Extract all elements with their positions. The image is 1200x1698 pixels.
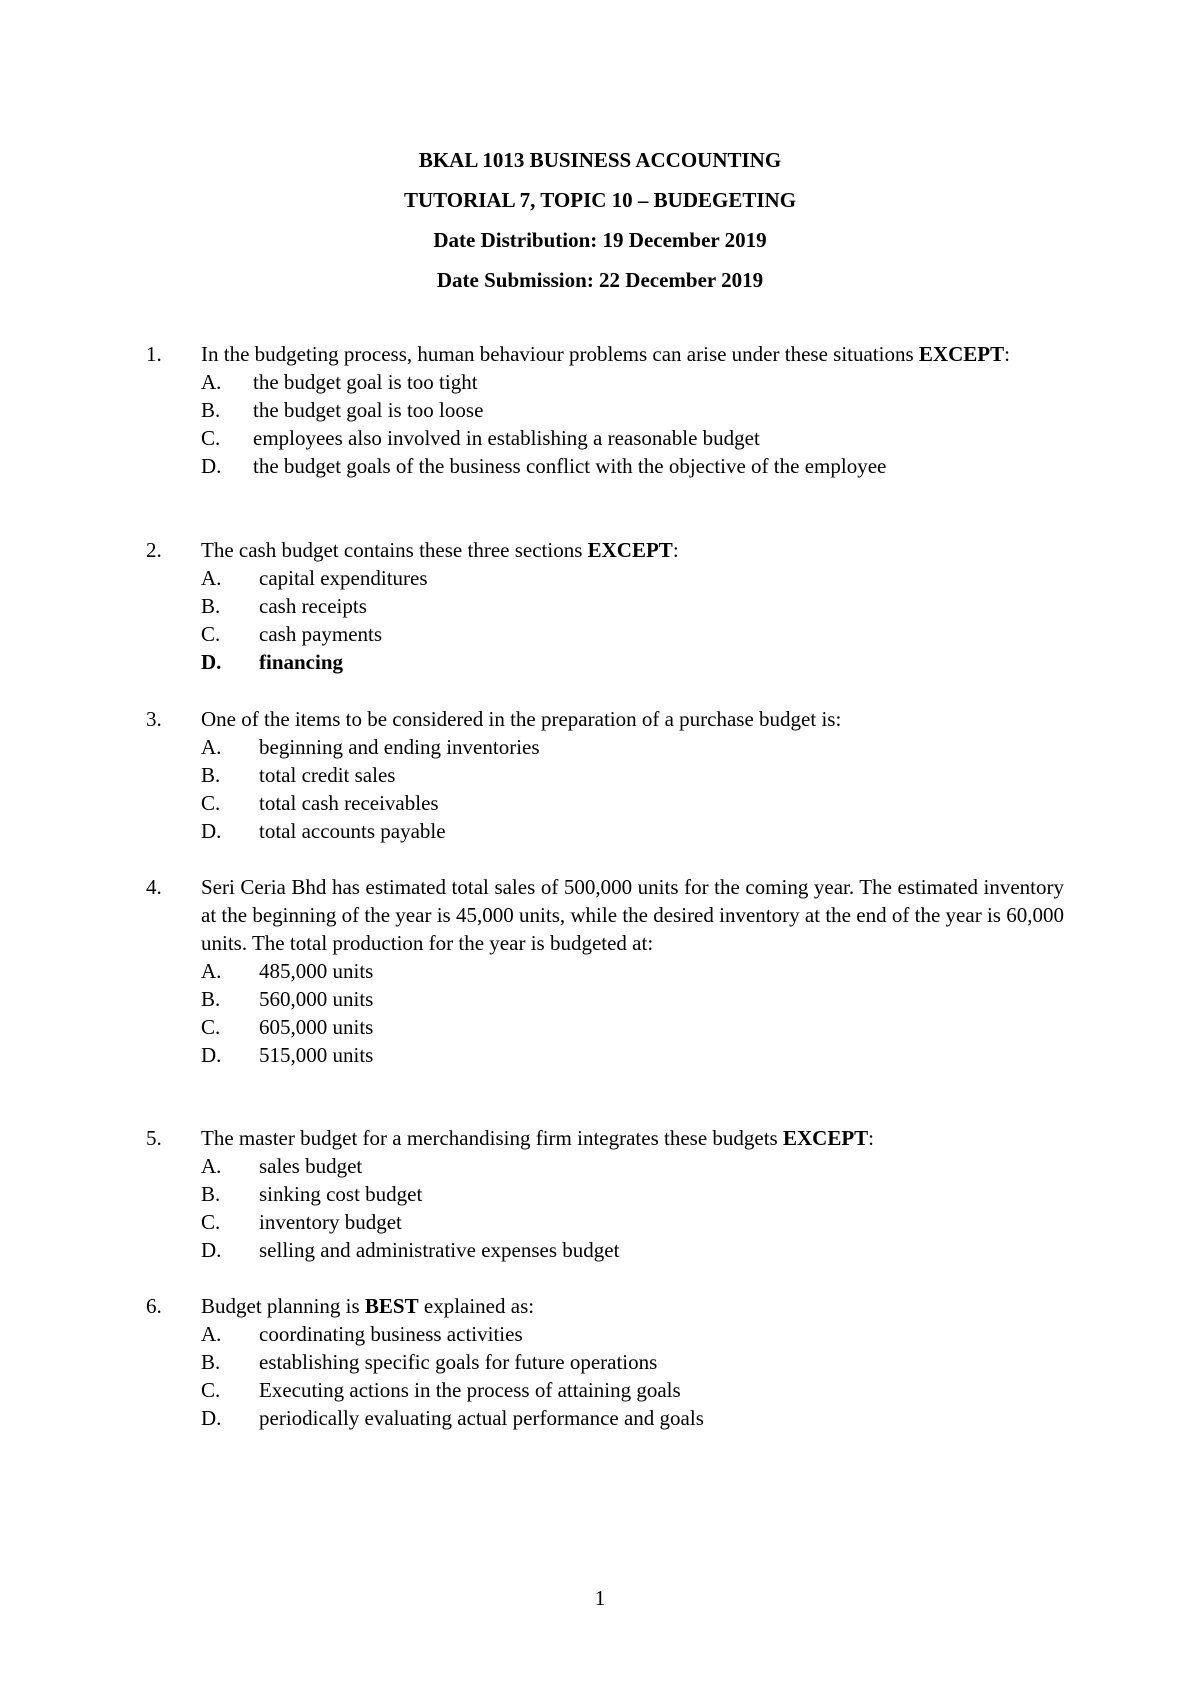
question-text <box>201 1292 1064 1320</box>
option-c <box>146 1013 1064 1041</box>
option-letter: B. <box>201 1182 221 1206</box>
question-text-suffix: : <box>1004 342 1010 366</box>
option-letter: A. <box>201 959 222 983</box>
question-text <box>201 1124 1064 1152</box>
option-b <box>146 1348 1064 1376</box>
option-text: sales budget <box>259 1154 363 1178</box>
option-d <box>146 452 1064 480</box>
option-text: total accounts payable <box>259 819 446 843</box>
option-b <box>146 761 1064 789</box>
page-number: 1 <box>594 1586 606 1610</box>
option-letter: B. <box>201 1350 221 1374</box>
option-text: total credit sales <box>259 763 396 787</box>
option-text: the budget goals of the business conflict with the objective of the employee <box>253 454 887 478</box>
option-letter: D. <box>201 1238 222 1262</box>
option-a <box>146 957 1064 985</box>
option-text: cash receipts <box>259 594 367 618</box>
option-b <box>146 1180 1064 1208</box>
option-letter: A. <box>201 1322 222 1346</box>
submission-date: Date Submission: 22 December 2019 <box>436 268 764 292</box>
option-a <box>146 368 1064 396</box>
option-letter: D. <box>201 1043 222 1067</box>
option-text: the budget goal is too loose <box>253 398 484 422</box>
option-letter: C. <box>201 791 221 815</box>
option-letter: D. <box>201 819 222 843</box>
option-c <box>146 620 1064 648</box>
tutorial-title: TUTORIAL 7, TOPIC 10 – BUDEGETING <box>403 188 797 212</box>
option-d <box>146 1404 1064 1432</box>
question-text-suffix: explained as: <box>418 1294 535 1318</box>
question-1 <box>146 340 1064 480</box>
option-letter: B. <box>201 398 221 422</box>
question-text-part: Budget planning is <box>201 1294 365 1318</box>
question-5 <box>146 1124 1064 1264</box>
course-title: BKAL 1013 BUSINESS ACCOUNTING <box>418 148 782 172</box>
question-number: 6. <box>146 1294 162 1318</box>
question-number: 5. <box>146 1126 162 1150</box>
option-a <box>146 733 1064 761</box>
option-letter: A. <box>201 566 222 590</box>
option-b <box>146 396 1064 424</box>
option-letter: A. <box>201 735 222 759</box>
question-emphasis: EXCEPT <box>918 342 1005 366</box>
option-text: 515,000 units <box>259 1043 374 1067</box>
question-text-part: The master budget for a merchandising firm integrates these budgets <box>201 1126 783 1150</box>
option-letter: B. <box>201 763 221 787</box>
option-text: Executing actions in the process of attaining goals <box>259 1378 681 1402</box>
question-text-part: The cash budget contains these three sections <box>201 538 588 562</box>
question-stem <box>146 705 1064 733</box>
option-text: 605,000 units <box>259 1015 374 1039</box>
question-3 <box>146 705 1064 845</box>
option-letter: B. <box>201 594 221 618</box>
question-6 <box>146 1292 1064 1432</box>
option-text: establishing specific goals for future operations <box>259 1350 658 1374</box>
question-4 <box>146 873 1064 1069</box>
option-text: selling and administrative expenses budget <box>259 1238 620 1262</box>
question-text-part: Seri Ceria Bhd has estimated total sales of 500,000 units for the coming year. The estimated inventory at the beginning of the year is 45,000 units, while the desired inventory at the end of the year is 60,000 units. The total production for the year is budgeted at: <box>201 875 1064 955</box>
option-letter: C. <box>201 1210 221 1234</box>
option-d <box>146 1041 1064 1069</box>
option-c <box>146 1376 1064 1404</box>
option-letter: C. <box>201 622 221 646</box>
question-2 <box>146 536 1064 676</box>
option-text: inventory budget <box>259 1210 402 1234</box>
option-text: capital expenditures <box>259 566 428 590</box>
question-text <box>201 536 1064 564</box>
question-stem <box>146 1292 1064 1320</box>
question-stem <box>146 1124 1064 1152</box>
option-text: the budget goal is too tight <box>253 370 478 394</box>
option-text: beginning and ending inventories <box>259 735 540 759</box>
option-letter: D. <box>201 454 222 478</box>
question-text-suffix: : <box>868 1126 875 1150</box>
question-text-suffix: : <box>672 538 679 562</box>
question-text-part: One of the items to be considered in the preparation of a purchase budget is: <box>201 707 842 731</box>
option-text: 560,000 units <box>259 987 374 1011</box>
option-d <box>146 817 1064 845</box>
question-stem <box>146 873 1064 957</box>
question-stem <box>146 536 1064 564</box>
option-text: cash payments <box>259 622 383 646</box>
option-letter: A. <box>201 1154 222 1178</box>
question-number: 4. <box>146 875 162 899</box>
option-c <box>146 424 1064 452</box>
option-text: coordinating business activities <box>259 1322 523 1346</box>
option-letter: C. <box>201 1378 221 1402</box>
option-b <box>146 985 1064 1013</box>
option-c <box>146 789 1064 817</box>
question-number: 1. <box>146 342 162 366</box>
option-letter: D. <box>201 650 222 674</box>
question-number: 2. <box>146 538 162 562</box>
option-d <box>146 1236 1064 1264</box>
option-text: periodically evaluating actual performance and goals <box>259 1406 704 1430</box>
question-emphasis: EXCEPT <box>782 1126 869 1150</box>
option-letter: C. <box>201 1015 221 1039</box>
option-d-answer <box>146 648 1064 676</box>
question-stem <box>146 340 1064 368</box>
question-emphasis: BEST <box>364 1294 419 1318</box>
option-a <box>146 1152 1064 1180</box>
option-letter: D. <box>201 1406 222 1430</box>
option-b <box>146 592 1064 620</box>
question-text <box>201 873 1064 957</box>
option-text: employees also involved in establishing a reasonable budget <box>253 426 760 450</box>
question-number: 3. <box>146 707 162 731</box>
option-text: total cash receivables <box>259 791 439 815</box>
option-a <box>146 564 1064 592</box>
option-letter: C. <box>201 426 221 450</box>
question-text <box>201 705 1064 733</box>
option-a <box>146 1320 1064 1348</box>
option-text: financing <box>259 650 344 674</box>
option-text: sinking cost budget <box>259 1182 423 1206</box>
question-emphasis: EXCEPT <box>587 538 673 562</box>
option-letter: B. <box>201 987 221 1011</box>
option-c <box>146 1208 1064 1236</box>
option-text: 485,000 units <box>259 959 374 983</box>
question-text <box>201 340 1064 368</box>
option-letter: A. <box>201 370 222 394</box>
question-text-part: In the budgeting process, human behaviour problems can arise under these situations <box>201 342 919 366</box>
distribution-date: Date Distribution: 19 December 2019 <box>433 228 767 252</box>
